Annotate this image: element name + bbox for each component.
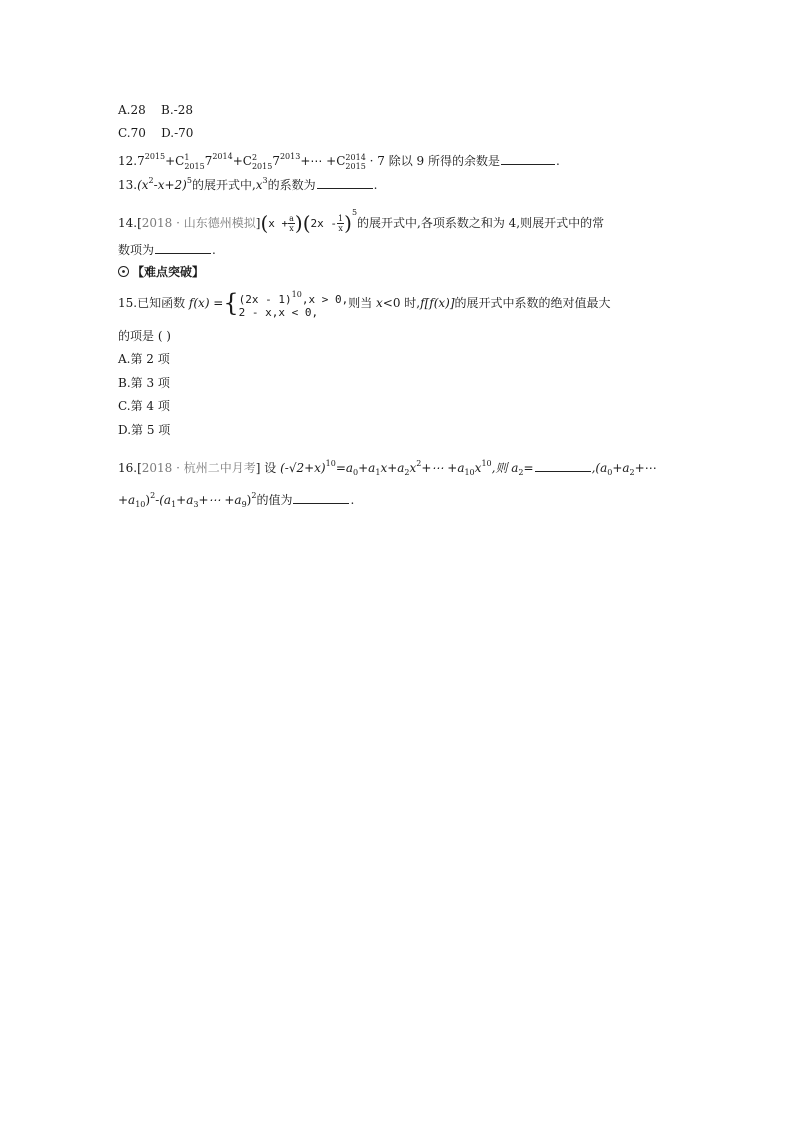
q14-fraction-a-over-x: $\frac{a}{x}$ xyxy=(289,214,294,233)
q13-answer-blank[interactable] xyxy=(317,176,373,189)
section-header-difficult: 【难点突破】 xyxy=(118,264,204,280)
q16-answer-blank-a2[interactable] xyxy=(535,459,591,472)
q14-number: 14. xyxy=(118,216,138,230)
q16-number: 16. xyxy=(118,461,138,475)
q11-options-row1 xyxy=(118,102,193,118)
bullet-icon xyxy=(118,266,129,277)
q12-c3-indices: 2014 2015 xyxy=(345,152,366,171)
question-14: 14.[2018 · 山东德州模拟](x + $\frac{a}{x}$ )(2x - $\frac{1}{x}$ )$^5$的展开式中,各项系数之和为 4,则展开式中的常 xyxy=(118,208,605,235)
q12-number: 12. xyxy=(118,154,138,168)
question-15-line2: 的项是 ( ) xyxy=(118,329,171,343)
q12-c1-indices: 1 2015 xyxy=(184,152,205,171)
q11-option-d: D.-70 xyxy=(161,126,194,140)
q14-answer-blank[interactable] xyxy=(155,241,211,254)
q11-option-a: A.28 xyxy=(118,103,146,117)
q11-options-row2 xyxy=(118,125,193,141)
q12-base: 7 xyxy=(137,154,145,168)
q16-source: 2018 · 杭州二中月考 xyxy=(141,461,256,475)
q11-option-c: C.70 xyxy=(118,126,146,140)
q15-option-a: A.第 2 项 xyxy=(118,352,170,366)
question-16: 16.[2018 · 杭州二中月考] 设 $(-√2+x)^{10}=a_0+a_1x+a_2x^2+\cdots +a_{10}x^{10}$,则 $a_2=$ $,(a_0+a_2+\cdots$ xyxy=(118,459,657,477)
q12-c2-indices: 2 2015 xyxy=(251,152,273,171)
q11-option-b: B.-28 xyxy=(161,103,193,117)
question-16-line2: $+a_{10})^2-(a_1+a_3+\cdots +a_9)^2$的值为 . xyxy=(118,491,355,509)
q12-c1: +C xyxy=(165,154,185,168)
q14-source: 2018 · 山东德州模拟 xyxy=(141,216,256,230)
q15-option-c: C.第 4 项 xyxy=(118,399,170,413)
question-13: $13.(x^2-x+2)^5$的展开式中$,x^3$的系数为 . xyxy=(118,176,378,192)
q16-answer-blank-value[interactable] xyxy=(293,491,349,504)
q12-exp1: 2015 xyxy=(144,152,166,161)
q13-number: 13. xyxy=(118,178,138,192)
q14-fraction-1-over-x: $\frac{1}{x}$ xyxy=(338,214,344,233)
q15-piecewise: (2x - 1)$^{10}$,x > 0, 2 - x,x < 0, xyxy=(238,290,349,319)
question-15: 15.已知函数 f(x) ={(2x - 1)$^{10}$,x > 0, 2 - x,x < 0,则当 x<0 时,f[f(x)]的展开式中系数的绝对值最大 xyxy=(118,289,611,319)
q15-option-b: B.第 3 项 xyxy=(118,376,170,390)
question-14-line2: 数项为 . xyxy=(118,243,216,257)
q12-answer-blank[interactable] xyxy=(501,152,555,165)
q15-number: 15. xyxy=(118,296,138,310)
question-12: $12.7^{2015}+C1$ $20157^{2014}+C2$ $20157^{2013}+\cdots +C2014$ 2015 · 7 除以 9 所得的余数是 . xyxy=(118,152,560,171)
q15-option-d: D.第 5 项 xyxy=(118,423,171,437)
